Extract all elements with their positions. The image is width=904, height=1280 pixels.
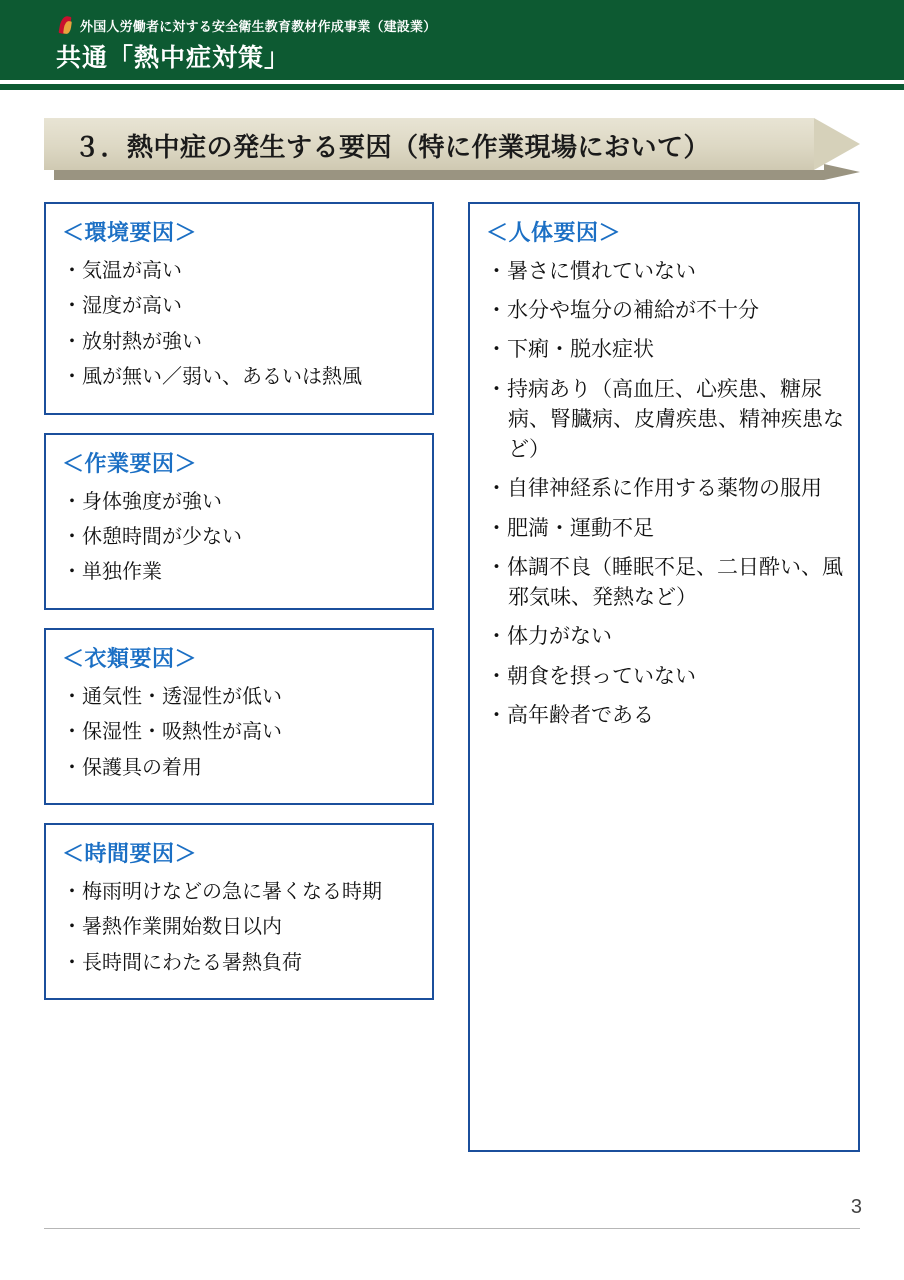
factor-box-title: ＜環境要因＞ (62, 220, 198, 245)
list-item: ・ 体調不良（睡眠不足、二日酔い、風邪気味、発熱など） (486, 553, 848, 613)
banner-shadow (54, 170, 824, 180)
header-green-strip (0, 84, 904, 90)
list-item: ・ 通気性・透湿性が低い (62, 683, 418, 711)
list-item: ・ 身体強度が強い (62, 488, 418, 516)
factor-box-title: ＜作業要因＞ (62, 450, 198, 476)
list-item: ・ 休憩時間が少ない (62, 523, 418, 551)
list-item: ・ 長時間にわたる暑熱負荷 (62, 949, 418, 977)
list-item: ・ 単独作業 (62, 558, 418, 586)
factor-box-clothing (44, 628, 434, 805)
list-item: ・ 高年齢者である (486, 701, 848, 731)
factor-list (62, 488, 418, 587)
list-item: ・ 肥満・運動不足 (486, 514, 848, 544)
list-item: ・ 暑熱作業開始数日以内 (62, 913, 418, 941)
program-label: 外国人労働者に対する安全衛生教育教材作成事業（建設業） (80, 19, 437, 34)
factor-box-environment (44, 202, 434, 415)
list-item: ・ 保湿性・吸熱性が高い (62, 718, 418, 746)
factor-box-work (44, 433, 434, 610)
page-header (0, 0, 904, 80)
header-accent-bar (0, 0, 26, 80)
factor-list (62, 257, 418, 392)
list-item: ・ 暑さに慣れていない (486, 257, 848, 287)
flame-logo-icon (58, 16, 74, 38)
factor-list (486, 257, 848, 731)
header-title: 共通「熱中症対策」 (56, 44, 291, 72)
factor-box-human-body (468, 202, 860, 1152)
factor-box-time (44, 823, 434, 1000)
list-item: ・ 体力がない (486, 622, 848, 652)
list-item: ・ 水分や塩分の補給が不十分 (486, 296, 848, 326)
factor-list (62, 683, 418, 782)
list-item: ・ 湿度が高い (62, 292, 418, 320)
factor-box-title: ＜衣類要因＞ (62, 645, 198, 671)
footer-divider (44, 1228, 860, 1229)
left-column (44, 202, 434, 1018)
list-item: ・ 朝食を摂っていない (486, 662, 848, 692)
list-item: ・ 持病あり（高血圧、心疾患、糖尿病、腎臓病、皮膚疾患、精神疾患など） (486, 375, 848, 466)
list-item: ・ 気温が高い (62, 257, 418, 285)
list-item: ・ 下痢・脱水症状 (486, 335, 848, 365)
list-item: ・ 自律神経系に作用する薬物の服用 (486, 474, 848, 504)
list-item: ・ 保護具の着用 (62, 754, 418, 782)
banner-arrow-icon (814, 118, 860, 170)
page-number: 3 (850, 1196, 862, 1218)
list-item: ・ 梅雨明けなどの急に暑くなる時期 (62, 878, 418, 906)
section-banner (44, 118, 860, 180)
list-item: ・ 放射熱が強い (62, 328, 418, 356)
right-column (468, 202, 860, 1152)
list-item: ・ 風が無い／弱い、あるいは熱風 (62, 363, 418, 391)
factor-box-title: ＜時間要因＞ (62, 840, 198, 866)
factor-box-title: ＜人体要因＞ (486, 220, 622, 245)
factor-list (62, 878, 418, 977)
section-title: ３．熱中症の発生する要因（特に作業現場において） (74, 132, 711, 162)
